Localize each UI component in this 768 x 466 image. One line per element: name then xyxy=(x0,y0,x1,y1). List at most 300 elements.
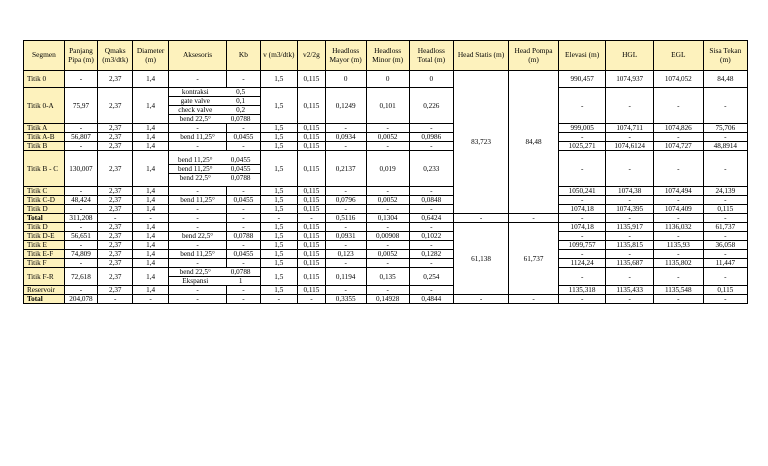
v2-2g-cell: 0,115 xyxy=(298,250,326,259)
kb-cell: 0,0788 xyxy=(227,232,260,241)
kb-cell: 0,0455 xyxy=(227,133,260,142)
segment-cell: Titik F-R xyxy=(24,268,65,286)
length-cell: - xyxy=(64,223,97,232)
column-header: Head Statis (m) xyxy=(453,41,508,71)
accessory-name: check valve xyxy=(169,106,222,115)
elevation-cell: 1050,241 xyxy=(558,187,606,196)
hgl-cell: - xyxy=(606,196,654,205)
v2-2g-cell: 0,115 xyxy=(298,142,326,151)
hgl-cell: 1074,937 xyxy=(606,71,654,88)
diameter-cell: 1,4 xyxy=(133,241,168,250)
accessory-name: gate valve xyxy=(169,97,222,106)
velocity-cell: 1,5 xyxy=(260,151,298,187)
column-header: Sisa Tekan (m) xyxy=(703,41,747,71)
headloss-total-cell: - xyxy=(409,187,453,196)
velocity-cell: 1,5 xyxy=(260,124,298,133)
headloss-major-cell: - xyxy=(325,241,366,250)
table-row xyxy=(24,187,748,196)
velocity-cell: 1,5 xyxy=(260,241,298,250)
head-statis-cell: 83,723 xyxy=(453,71,508,214)
egl-cell: - xyxy=(653,268,703,286)
kb-value: 0,2 xyxy=(222,106,260,115)
headloss-minor-cell: - xyxy=(366,241,409,250)
head-pompa-cell: 84,48 xyxy=(509,71,559,214)
headloss-major-cell: - xyxy=(325,223,366,232)
column-header: v (m3/dtk) xyxy=(260,41,298,71)
hgl-cell: - xyxy=(606,250,654,259)
segment-cell: Titik E xyxy=(24,241,65,250)
headloss-total-cell: 0,226 xyxy=(409,88,453,124)
headloss-total-cell: 0,1282 xyxy=(409,250,453,259)
table-row xyxy=(24,71,748,88)
diameter-cell: 1,4 xyxy=(133,286,168,295)
headloss-major-cell: - xyxy=(325,286,366,295)
length-cell: 72,618 xyxy=(64,268,97,286)
residual-pressure-cell: - xyxy=(703,214,747,223)
accessories-cell xyxy=(168,88,260,124)
egl-cell: - xyxy=(653,250,703,259)
v2-2g-cell: 0,115 xyxy=(298,205,326,214)
headloss-major-cell: - xyxy=(325,259,366,268)
velocity-cell: 1,5 xyxy=(260,286,298,295)
column-header: HGL xyxy=(606,41,654,71)
head-pompa-cell: 61,737 xyxy=(509,223,559,295)
table-body xyxy=(24,71,748,304)
table-row xyxy=(24,232,748,241)
residual-pressure-cell: - xyxy=(703,268,747,286)
length-cell: 48,424 xyxy=(64,196,97,205)
diameter-cell: 1,4 xyxy=(133,142,168,151)
total-row xyxy=(24,214,748,223)
diameter-cell: 1,4 xyxy=(133,133,168,142)
headloss-minor-cell: - xyxy=(366,259,409,268)
qmax-cell: 2,37 xyxy=(98,88,133,124)
residual-pressure-cell: - xyxy=(703,232,747,241)
column-header: Panjang Pipa (m) xyxy=(64,41,97,71)
residual-pressure-cell: 84,48 xyxy=(703,71,747,88)
v2-2g-cell: 0,115 xyxy=(298,268,326,286)
headloss-total-cell: 0,6424 xyxy=(409,214,453,223)
v2-2g-cell: - xyxy=(298,214,326,223)
kb-cell: 0,0455 xyxy=(227,250,260,259)
kb-cell: - xyxy=(227,295,260,304)
egl-cell: - xyxy=(653,295,703,304)
headloss-table xyxy=(23,40,748,304)
egl-cell: 1136,032 xyxy=(653,223,703,232)
elevation-cell: - xyxy=(558,151,606,187)
velocity-cell: 1,5 xyxy=(260,71,298,88)
headloss-major-cell: 0,0796 xyxy=(325,196,366,205)
headloss-minor-cell: 0,0052 xyxy=(366,250,409,259)
egl-cell: - xyxy=(653,214,703,223)
diameter-cell: 1,4 xyxy=(133,205,168,214)
segment-cell: Titik 0-A xyxy=(24,88,65,124)
residual-pressure-cell: - xyxy=(703,250,747,259)
accessory-cell: - xyxy=(168,286,227,295)
hgl-cell: 1074,38 xyxy=(606,187,654,196)
v2-2g-cell: 0,115 xyxy=(298,151,326,187)
kb-value: 0,0788 xyxy=(230,173,251,182)
kb-value: 0,0455 xyxy=(222,156,260,165)
hgl-cell: - xyxy=(606,88,654,124)
kb-cell: - xyxy=(227,214,260,223)
length-cell: - xyxy=(64,187,97,196)
residual-pressure-cell: - xyxy=(703,88,747,124)
qmax-cell: 2,37 xyxy=(98,250,133,259)
accessory-cell: - xyxy=(168,295,227,304)
hgl-cell: 1135,687 xyxy=(606,259,654,268)
segment-cell: Titik F xyxy=(24,259,65,268)
column-header: Elevasi (m) xyxy=(558,41,606,71)
egl-cell: 1135,93 xyxy=(653,241,703,250)
qmax-cell: 2,37 xyxy=(98,196,133,205)
headloss-major-cell: - xyxy=(325,187,366,196)
headloss-major-cell: - xyxy=(325,124,366,133)
elevation-cell: 1025,271 xyxy=(558,142,606,151)
column-header: Kb xyxy=(227,41,260,71)
diameter-cell: 1,4 xyxy=(133,259,168,268)
qmax-cell: - xyxy=(98,295,133,304)
diameter-cell: 1,4 xyxy=(133,71,168,88)
table-row xyxy=(24,250,748,259)
residual-pressure-cell: - xyxy=(703,151,747,187)
length-cell: - xyxy=(64,124,97,133)
accessory-cell: bend 11,25° xyxy=(168,196,227,205)
qmax-cell: 2,37 xyxy=(98,223,133,232)
residual-pressure-cell: - xyxy=(703,133,747,142)
egl-cell: - xyxy=(653,151,703,187)
v2-2g-cell: 0,115 xyxy=(298,133,326,142)
headloss-minor-cell: 0,0052 xyxy=(366,133,409,142)
velocity-cell: - xyxy=(260,295,298,304)
segment-cell: Titik A xyxy=(24,124,65,133)
diameter-cell: 1,4 xyxy=(133,232,168,241)
elevation-cell: - xyxy=(558,268,606,286)
v2-2g-cell: 0,115 xyxy=(298,124,326,133)
segment-cell: Titik D-E xyxy=(24,232,65,241)
kb-cell: - xyxy=(227,71,260,88)
headloss-total-cell: 0,233 xyxy=(409,151,453,187)
velocity-cell: 1,5 xyxy=(260,142,298,151)
egl-cell: 1074,494 xyxy=(653,187,703,196)
diameter-cell: 1,4 xyxy=(133,250,168,259)
headloss-total-cell: 0,254 xyxy=(409,268,453,286)
column-header: v2/2g xyxy=(298,41,326,71)
headloss-minor-cell: - xyxy=(366,223,409,232)
kb-value: 0,5 xyxy=(222,88,260,97)
headloss-minor-cell: - xyxy=(366,187,409,196)
headloss-minor-cell: 0,14928 xyxy=(366,295,409,304)
table-row xyxy=(24,223,748,232)
qmax-cell: 2,37 xyxy=(98,268,133,286)
elevation-cell: - xyxy=(558,88,606,124)
hgl-cell: 1074,395 xyxy=(606,205,654,214)
kb-cell: 0,0455 xyxy=(227,196,260,205)
headloss-minor-cell: - xyxy=(366,142,409,151)
elevation-cell: - xyxy=(558,196,606,205)
velocity-cell: 1,5 xyxy=(260,223,298,232)
headloss-minor-cell: 0,00908 xyxy=(366,232,409,241)
accessory-cell: bend 11,25° xyxy=(168,133,227,142)
segment-cell: Titik B - C xyxy=(24,151,65,187)
table-row xyxy=(24,124,748,133)
accessory-name: bend 22,5° xyxy=(169,268,222,277)
elevation-cell: - xyxy=(558,214,606,223)
headloss-total-cell: - xyxy=(409,142,453,151)
diameter-cell: 1,4 xyxy=(133,223,168,232)
v2-2g-cell: 0,115 xyxy=(298,259,326,268)
table-row xyxy=(24,259,748,268)
hgl-cell: - xyxy=(606,268,654,286)
headloss-minor-cell: - xyxy=(366,124,409,133)
accessory-cell: - xyxy=(168,71,227,88)
headloss-total-cell: 0 xyxy=(409,71,453,88)
length-cell: - xyxy=(64,205,97,214)
v2-2g-cell: 0,115 xyxy=(298,241,326,250)
elevation-cell: - xyxy=(558,232,606,241)
segment-cell: Titik B xyxy=(24,142,65,151)
segment-cell: Reservoir xyxy=(24,286,65,295)
headloss-minor-cell: 0,135 xyxy=(366,268,409,286)
diameter-cell: 1,4 xyxy=(133,187,168,196)
headloss-major-cell: 0,0934 xyxy=(325,133,366,142)
velocity-cell: 1,5 xyxy=(260,187,298,196)
column-header: Diameter (m) xyxy=(133,41,168,71)
headloss-major-cell: 0,0931 xyxy=(325,232,366,241)
column-header: Qmaks (m3/dtk) xyxy=(98,41,133,71)
hgl-cell: - xyxy=(606,151,654,187)
column-header: Headloss Total (m) xyxy=(409,41,453,71)
residual-pressure-cell: 36,058 xyxy=(703,241,747,250)
egl-cell: 1074,409 xyxy=(653,205,703,214)
headloss-major-cell: 0 xyxy=(325,71,366,88)
qmax-cell: 2,37 xyxy=(98,133,133,142)
header-row xyxy=(24,41,748,71)
headloss-total-cell: - xyxy=(409,259,453,268)
egl-cell: 1135,802 xyxy=(653,259,703,268)
headloss-major-cell: 0,3355 xyxy=(325,295,366,304)
diameter-cell: 1,4 xyxy=(133,151,168,187)
velocity-cell: 1,5 xyxy=(260,268,298,286)
accessory-cell: - xyxy=(168,223,227,232)
head-pompa-cell: - xyxy=(509,295,559,304)
headloss-total-cell: 0,4844 xyxy=(409,295,453,304)
velocity-cell: 1,5 xyxy=(260,250,298,259)
length-cell: - xyxy=(64,286,97,295)
column-header: EGL xyxy=(653,41,703,71)
diameter-cell: - xyxy=(133,214,168,223)
head-statis-cell: - xyxy=(453,295,508,304)
v2-2g-cell: 0,115 xyxy=(298,286,326,295)
column-header: Segmen xyxy=(24,41,65,71)
qmax-cell: 2,37 xyxy=(98,259,133,268)
headloss-major-cell: - xyxy=(325,205,366,214)
qmax-cell: 2,37 xyxy=(98,71,133,88)
egl-cell: 1074,826 xyxy=(653,124,703,133)
headloss-minor-cell: - xyxy=(366,286,409,295)
egl-cell: - xyxy=(653,133,703,142)
accessories-cell xyxy=(168,268,260,286)
column-header: Headloss Minor (m) xyxy=(366,41,409,71)
kb-cell: - xyxy=(227,124,260,133)
length-cell: 75,97 xyxy=(64,88,97,124)
velocity-cell: 1,5 xyxy=(260,205,298,214)
velocity-cell: 1,5 xyxy=(260,259,298,268)
elevation-cell: 1124,24 xyxy=(558,259,606,268)
v2-2g-cell: 0,115 xyxy=(298,196,326,205)
residual-pressure-cell: 75,706 xyxy=(703,124,747,133)
length-cell: 56,807 xyxy=(64,133,97,142)
segment-cell: Titik A-B xyxy=(24,133,65,142)
segment-cell: Titik E-F xyxy=(24,250,65,259)
diameter-cell: 1,4 xyxy=(133,268,168,286)
table-row xyxy=(24,241,748,250)
accessory-name: bend 11,25° xyxy=(169,164,222,173)
column-header: Aksesoris xyxy=(168,41,227,71)
headloss-major-cell: 0,2137 xyxy=(325,151,366,187)
headloss-total-cell: 0,1022 xyxy=(409,232,453,241)
qmax-cell: 2,37 xyxy=(98,241,133,250)
egl-cell: - xyxy=(653,232,703,241)
table-row xyxy=(24,151,748,187)
headloss-major-cell: 0,1249 xyxy=(325,88,366,124)
residual-pressure-cell: 48,8914 xyxy=(703,142,747,151)
headloss-total-cell: - xyxy=(409,286,453,295)
length-cell: 74,809 xyxy=(64,250,97,259)
elevation-cell: 1135,318 xyxy=(558,286,606,295)
accessory-cell: - xyxy=(168,124,227,133)
v2-2g-cell: 0,115 xyxy=(298,223,326,232)
length-cell: 130,007 xyxy=(64,151,97,187)
table-row xyxy=(24,286,748,295)
headloss-major-cell: 0,5116 xyxy=(325,214,366,223)
v2-2g-cell: 0,115 xyxy=(298,187,326,196)
v2-2g-cell: 0,115 xyxy=(298,71,326,88)
headloss-minor-cell: 0,0052 xyxy=(366,196,409,205)
accessory-cell: - xyxy=(168,259,227,268)
elevation-cell: 990,457 xyxy=(558,71,606,88)
diameter-cell: - xyxy=(133,295,168,304)
headloss-minor-cell: 0,101 xyxy=(366,88,409,124)
accessory-name: bend 11,25° xyxy=(169,156,222,165)
hgl-cell: - xyxy=(606,295,654,304)
hgl-cell: 1074,6124 xyxy=(606,142,654,151)
accessory-name: Ekspansi xyxy=(182,277,209,285)
headloss-total-cell: 0,0848 xyxy=(409,196,453,205)
egl-cell: - xyxy=(653,196,703,205)
length-cell: - xyxy=(64,71,97,88)
diameter-cell: 1,4 xyxy=(133,88,168,124)
length-cell: - xyxy=(64,142,97,151)
table-row xyxy=(24,268,748,286)
accessory-cell: - xyxy=(168,142,227,151)
residual-pressure-cell: 0,115 xyxy=(703,286,747,295)
accessory-cell: - xyxy=(168,187,227,196)
residual-pressure-cell: 61,737 xyxy=(703,223,747,232)
egl-cell: 1074,727 xyxy=(653,142,703,151)
qmax-cell: - xyxy=(98,214,133,223)
kb-value: 0,0788 xyxy=(222,268,260,277)
segment-cell: Titik D xyxy=(24,223,65,232)
headloss-minor-cell: 0,019 xyxy=(366,151,409,187)
egl-cell: 1074,052 xyxy=(653,71,703,88)
hgl-cell: 1074,711 xyxy=(606,124,654,133)
elevation-cell: 1099,757 xyxy=(558,241,606,250)
kb-cell: - xyxy=(227,259,260,268)
hgl-cell: 1135,433 xyxy=(606,286,654,295)
hgl-cell: - xyxy=(606,214,654,223)
segment-cell: Total xyxy=(24,295,65,304)
accessory-cell: - xyxy=(168,205,227,214)
headloss-major-cell: 0,123 xyxy=(325,250,366,259)
egl-cell: 1135,548 xyxy=(653,286,703,295)
column-header: Head Pompa (m) xyxy=(509,41,559,71)
kb-cell: - xyxy=(227,205,260,214)
kb-cell: - xyxy=(227,241,260,250)
accessory-name: bend 22,5° xyxy=(179,115,211,123)
length-cell: - xyxy=(64,259,97,268)
accessories-cell xyxy=(168,151,260,187)
kb-value: 0,0788 xyxy=(230,115,251,123)
hgl-cell: - xyxy=(606,232,654,241)
table-row xyxy=(24,205,748,214)
length-cell: - xyxy=(64,241,97,250)
length-cell: 311,208 xyxy=(64,214,97,223)
qmax-cell: 2,37 xyxy=(98,232,133,241)
kb-cell: - xyxy=(227,142,260,151)
kb-cell: - xyxy=(227,187,260,196)
velocity-cell: 1,5 xyxy=(260,196,298,205)
column-header: Headloss Mayor (m) xyxy=(325,41,366,71)
v2-2g-cell: 0,115 xyxy=(298,88,326,124)
head-statis-cell: 61,138 xyxy=(453,223,508,295)
headloss-total-cell: - xyxy=(409,205,453,214)
kb-cell: - xyxy=(227,286,260,295)
accessory-cell: - xyxy=(168,241,227,250)
kb-value: 0,0455 xyxy=(222,164,260,173)
diameter-cell: 1,4 xyxy=(133,196,168,205)
qmax-cell: 2,37 xyxy=(98,142,133,151)
kb-cell: - xyxy=(227,223,260,232)
v2-2g-cell: - xyxy=(298,295,326,304)
table-row xyxy=(24,196,748,205)
headloss-major-cell: 0,1194 xyxy=(325,268,366,286)
head-pompa-cell: - xyxy=(509,214,559,223)
headloss-total-cell: - xyxy=(409,241,453,250)
headloss-total-cell: - xyxy=(409,124,453,133)
segment-cell: Total xyxy=(24,214,65,223)
segment-cell: Titik C-D xyxy=(24,196,65,205)
accessory-cell: - xyxy=(168,214,227,223)
table-row xyxy=(24,133,748,142)
length-cell: 204,078 xyxy=(64,295,97,304)
headloss-minor-cell: 0 xyxy=(366,71,409,88)
qmax-cell: 2,37 xyxy=(98,124,133,133)
hgl-cell: 1135,815 xyxy=(606,241,654,250)
head-statis-cell: - xyxy=(453,214,508,223)
length-cell: 56,651 xyxy=(64,232,97,241)
accessory-name: bend 22,5° xyxy=(179,173,211,182)
velocity-cell: 1,5 xyxy=(260,133,298,142)
headloss-total-cell: - xyxy=(409,223,453,232)
residual-pressure-cell: 11,447 xyxy=(703,259,747,268)
qmax-cell: 2,37 xyxy=(98,187,133,196)
residual-pressure-cell: 0,115 xyxy=(703,205,747,214)
velocity-cell: - xyxy=(260,214,298,223)
accessory-cell: bend 11,25° xyxy=(168,250,227,259)
headloss-major-cell: - xyxy=(325,142,366,151)
v2-2g-cell: 0,115 xyxy=(298,232,326,241)
